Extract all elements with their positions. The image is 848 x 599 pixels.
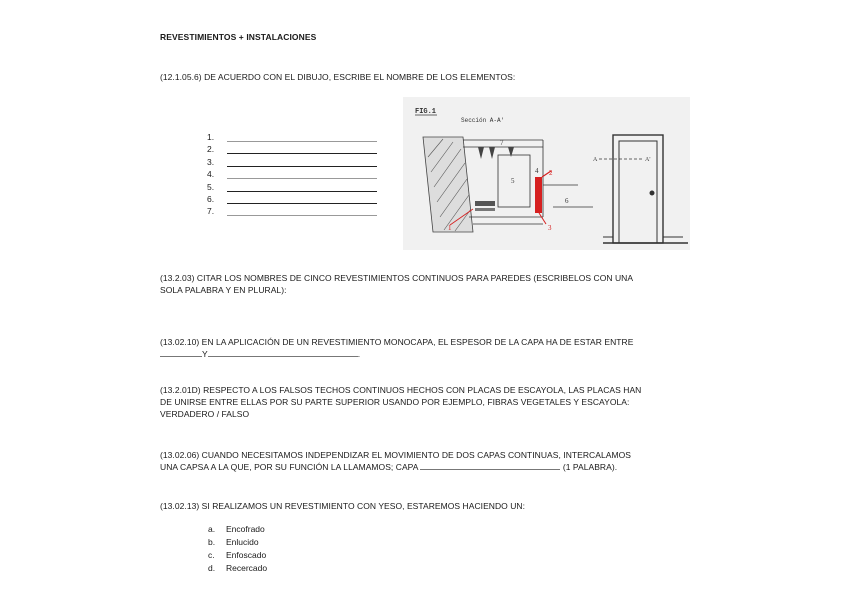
figure-number-1: 1 (448, 224, 452, 232)
option-d[interactable]: d. Recercado (208, 563, 268, 573)
answer-line-2[interactable] (227, 153, 377, 154)
answer-line-1[interactable] (227, 141, 377, 142)
figure-label: FIG.1 (415, 108, 437, 116)
answer-line-4[interactable] (227, 178, 377, 179)
answer-line-6[interactable] (227, 203, 377, 204)
question-3: (13.02.10) EN LA APLICACIÓN DE UN REVESTIMIENTO MONOCAPA, EL ESPESOR DE LA CAPA HA DE ESTAR ENTRE Y . (160, 337, 634, 359)
question-5: (13.02.06) CUANDO NECESITAMOS INDEPENDIZAR EL MOVIMIENTO DE DOS CAPAS CONTINUAS, INTERCALAMOS UNA CAPSA A LA QUE, POR SU FUNCIÓN LA LLAMAMOS; CAPA (1 PALABRA). (160, 450, 631, 472)
figure-number-2: 2 (549, 169, 553, 177)
figure-number-6: 6 (565, 197, 569, 205)
blank-layer-name[interactable] (420, 461, 560, 470)
document-title: REVESTIMIENTOS + INSTALACIONES (160, 32, 317, 42)
section-label: Sección A-A' (461, 117, 505, 124)
question-1: (12.1.05.6) DE ACUERDO CON EL DIBUJO, ESCRIBE EL NOMBRE DE LOS ELEMENTOS: (160, 72, 516, 82)
options-list (208, 523, 267, 575)
figure-number-7: 7 (500, 139, 504, 147)
figure-number-4: 4 (535, 167, 539, 175)
answer-line-5[interactable] (227, 191, 377, 192)
figure-number-3: 3 (548, 224, 552, 232)
door-label-a: A (593, 157, 598, 163)
answer-line-3[interactable] (227, 166, 377, 167)
option-a[interactable]: a. Encofrado (208, 524, 265, 534)
option-c[interactable]: c. Enfoscado (208, 550, 267, 560)
question-6: (13.02.13) SI REALIZAMOS UN REVESTIMIENTO CON YESO, ESTAREMOS HACIENDO UN: (160, 501, 526, 511)
section-drawing-figure (403, 97, 690, 250)
question-2: (13.2.03) CITAR LOS NOMBRES DE CINCO REVESTIMIENTOS CONTINUOS PARA PAREDES (ESCRIBELOS CON UNA SOLA PALABRA Y EN PLURAL): (160, 273, 634, 295)
figure-number-5: 5 (511, 177, 515, 185)
true-false-choice[interactable]: VERDADERO / FALSO (160, 409, 250, 419)
answer-line-7[interactable] (227, 215, 377, 216)
blank-max-thickness[interactable] (208, 348, 358, 357)
option-b[interactable]: b. Enlucido (208, 537, 259, 547)
question-4: (13.2.01D) RESPECTO A LOS FALSOS TECHOS CONTINUOS HECHOS CON PLACAS DE ESCAYOLA, LAS PLACAS HAN DE UNIRSE ENTRE ELLAS POR SU PARTE SUPERIOR USANDO POR EJEMPLO, FIBRAS VEGETALES Y ESCAYOLA: VERDADERO / FALSO (160, 385, 642, 419)
door-label-a-prime: A' (645, 157, 651, 163)
blank-min-thickness[interactable] (160, 348, 202, 357)
